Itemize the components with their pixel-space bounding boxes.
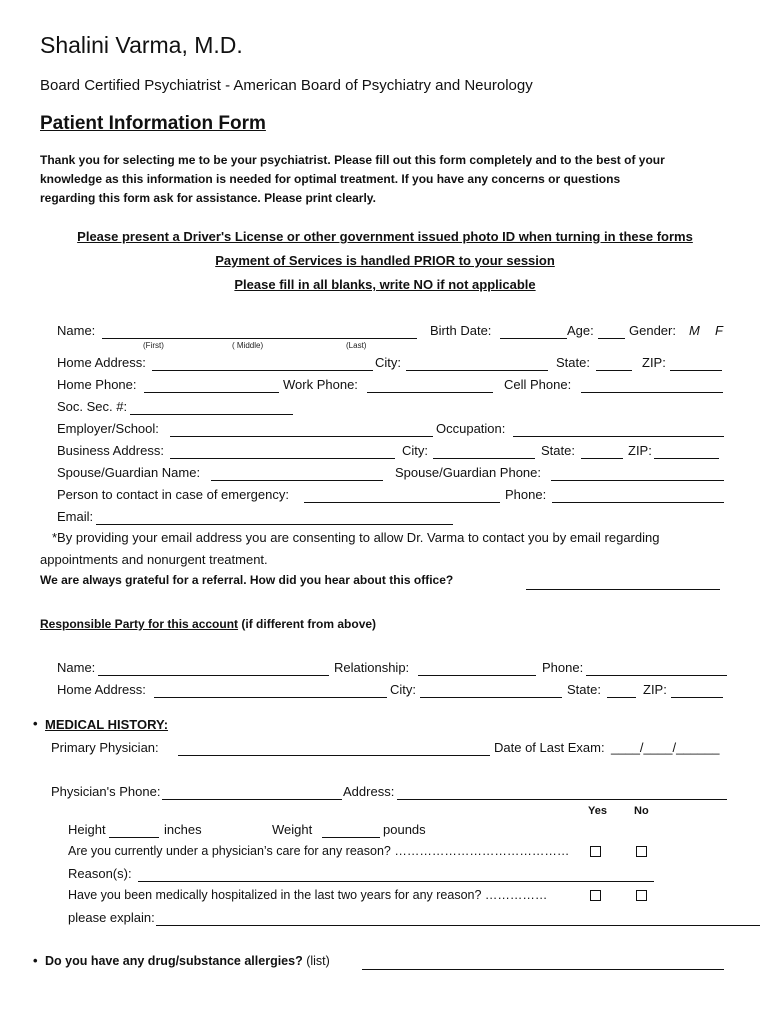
spouse-name-field[interactable] — [211, 468, 383, 481]
business-zip-field[interactable] — [654, 446, 719, 459]
allergies-bullet: • — [33, 953, 38, 968]
resp-phone-label: Phone: — [542, 660, 584, 675]
explain-label: please explain: — [68, 910, 155, 925]
name-field[interactable] — [102, 326, 417, 339]
medical-bullet: • — [33, 716, 38, 731]
city-field[interactable] — [406, 358, 548, 371]
gender-male-option[interactable]: M — [689, 323, 700, 338]
height-field[interactable] — [109, 825, 159, 838]
city-label: City: — [375, 355, 401, 370]
form-title: Patient Information Form — [40, 113, 266, 134]
medical-history-heading: MEDICAL HISTORY: — [45, 717, 169, 732]
emergency-phone-field[interactable] — [552, 490, 724, 503]
email-field[interactable] — [96, 512, 453, 525]
business-city-field[interactable] — [433, 446, 535, 459]
reasons-field[interactable] — [138, 869, 654, 882]
physician-address-label: Address: — [343, 784, 395, 799]
zip-field[interactable] — [670, 358, 722, 371]
last-exam-label: Date of Last Exam: — [494, 740, 605, 755]
explain-field[interactable] — [156, 913, 760, 926]
resp-city-label: City: — [390, 682, 416, 697]
referral-field[interactable] — [526, 577, 720, 590]
allergies-question: Do you have any drug/substance allergies? — [45, 954, 303, 968]
name-first-hint: (First) — [143, 341, 164, 350]
ssn-field[interactable] — [130, 402, 293, 415]
state-label: State: — [556, 355, 590, 370]
business-city-label: City: — [402, 443, 428, 458]
home-phone-field[interactable] — [144, 380, 279, 393]
hospitalized-question: Have you been medically hospitalized in the last two years for any reason? …………… — [68, 888, 548, 902]
work-phone-label: Work Phone: — [283, 377, 358, 392]
emergency-phone-label: Phone: — [505, 487, 547, 502]
resp-home-address-label: Home Address: — [57, 682, 146, 697]
primary-physician-label: Primary Physician: — [51, 740, 159, 755]
no-column-header: No — [634, 805, 649, 817]
hospitalized-no-checkbox[interactable] — [636, 890, 647, 901]
business-state-field[interactable] — [581, 446, 623, 459]
physician-phone-label: Physician's Phone: — [51, 784, 161, 799]
intro-line-1: Thank you for selecting me to be your psychiatrist. Please fill out this form completely and to the best of your — [40, 153, 665, 167]
employer-label: Employer/School: — [57, 421, 159, 436]
hospitalized-yes-checkbox[interactable] — [590, 890, 601, 901]
intro-line-3: regarding this form ask for assistance. Please print clearly. — [40, 191, 376, 205]
allergies-question-row — [45, 954, 330, 968]
state-field[interactable] — [596, 358, 632, 371]
weight-field[interactable] — [322, 825, 380, 838]
resp-name-field[interactable] — [98, 663, 329, 676]
responsible-party-title: Responsible Party for this account — [40, 617, 239, 631]
responsible-party-suffix: (if different from above) — [238, 617, 377, 631]
height-label: Height — [68, 822, 106, 837]
email-consent-note-cont: appointments and nonurgent treatment. — [40, 552, 268, 567]
zip-label: ZIP: — [642, 355, 666, 370]
resp-state-label: State: — [567, 682, 601, 697]
spouse-phone-field[interactable] — [551, 468, 724, 481]
resp-state-field[interactable] — [607, 685, 636, 698]
cell-phone-field[interactable] — [581, 380, 723, 393]
occupation-label: Occupation: — [436, 421, 506, 436]
cell-phone-label: Cell Phone: — [504, 377, 572, 392]
last-exam-date-field[interactable]: ____/____/______ — [611, 740, 720, 755]
email-label: Email: — [57, 509, 94, 524]
reasons-label: Reason(s): — [68, 866, 132, 881]
birth-date-field[interactable] — [500, 326, 567, 339]
yes-column-header: Yes — [588, 805, 607, 817]
resp-name-label: Name: — [57, 660, 96, 675]
occupation-field[interactable] — [513, 424, 724, 437]
resp-relationship-field[interactable] — [418, 663, 536, 676]
employer-field[interactable] — [170, 424, 433, 437]
notice-id: Please present a Driver's License or other government issued photo ID when turning in these forms — [77, 229, 693, 244]
business-address-field[interactable] — [170, 446, 395, 459]
inches-label: inches — [164, 822, 202, 837]
ssn-label: Soc. Sec. #: — [57, 399, 128, 414]
birth-date-label: Birth Date: — [430, 323, 492, 338]
physician-care-no-checkbox[interactable] — [636, 846, 647, 857]
physician-address-field[interactable] — [397, 787, 727, 800]
resp-home-address-field[interactable] — [154, 685, 387, 698]
emergency-contact-field[interactable] — [304, 490, 500, 503]
business-state-label: State: — [541, 443, 575, 458]
pounds-label: pounds — [383, 822, 426, 837]
emergency-contact-label: Person to contact in case of emergency: — [57, 487, 289, 502]
age-field[interactable] — [598, 326, 625, 339]
resp-relationship-label: Relationship: — [334, 660, 410, 675]
notice-fill-blanks: Please fill in all blanks, write NO if not applicable — [234, 277, 536, 292]
intro-line-2: knowledge as this information is needed for optimal treatment. If you have any concerns or questions — [40, 172, 621, 186]
spouse-phone-label: Spouse/Guardian Phone: — [395, 465, 541, 480]
referral-question: We are always grateful for a referral. How did you hear about this office? — [40, 573, 454, 587]
resp-zip-label: ZIP: — [643, 682, 667, 697]
email-consent-note: *By providing your email address you are consenting to allow Dr. Varma to contact you by email regarding — [52, 530, 660, 545]
business-address-label: Business Address: — [57, 443, 164, 458]
weight-label: Weight — [272, 822, 313, 837]
spouse-name-label: Spouse/Guardian Name: — [57, 465, 201, 480]
allergies-field[interactable] — [362, 957, 724, 970]
allergies-list-label: (list) — [302, 954, 330, 968]
home-address-label: Home Address: — [57, 355, 146, 370]
business-zip-label: ZIP: — [628, 443, 652, 458]
primary-physician-field[interactable] — [178, 743, 490, 756]
age-label: Age: — [567, 323, 594, 338]
physician-phone-field[interactable] — [162, 787, 342, 800]
home-address-field[interactable] — [152, 358, 373, 371]
home-phone-label: Home Phone: — [57, 377, 137, 392]
name-label: Name: — [57, 323, 96, 338]
physician-care-question: Are you currently under a physician’s care for any reason? …………………………………… — [68, 844, 570, 858]
gender-female-option[interactable]: F — [715, 323, 723, 338]
responsible-party-heading — [40, 617, 376, 631]
doctor-credentials: Board Certified Psychiatrist - American Board of Psychiatry and Neurology — [40, 77, 533, 94]
name-middle-hint: ( Middle) — [232, 341, 264, 350]
work-phone-field[interactable] — [367, 380, 493, 393]
physician-care-yes-checkbox[interactable] — [590, 846, 601, 857]
doctor-name: Shalini Varma, M.D. — [40, 32, 243, 58]
name-last-hint: (Last) — [346, 341, 367, 350]
resp-zip-field[interactable] — [671, 685, 723, 698]
resp-city-field[interactable] — [420, 685, 562, 698]
gender-label: Gender: — [629, 323, 676, 338]
resp-phone-field[interactable] — [586, 663, 727, 676]
notice-payment: Payment of Services is handled PRIOR to your session — [215, 253, 555, 268]
